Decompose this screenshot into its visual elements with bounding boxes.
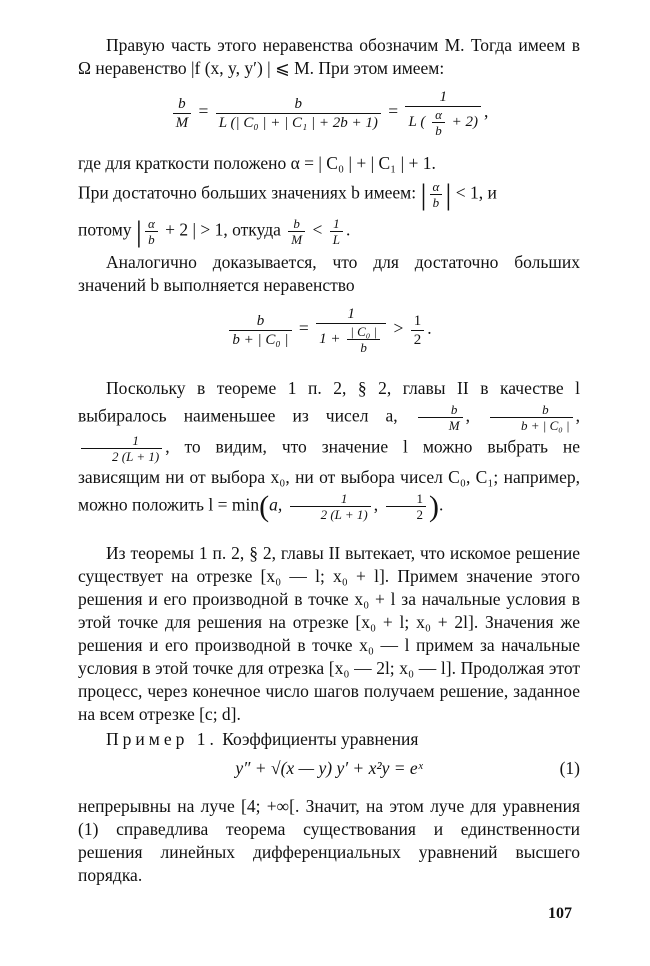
paragraph-1: Правую часть этого неравенства обозначим M. Тогда имеем в Ω неравенство |f (x, y, y′) | ⩽ M. При этом имеем: — [78, 35, 580, 78]
equation-1-body: y″ + √(x — y) y′ + x²y = eˣ — [235, 758, 423, 778]
paragraph-7: Из теоремы 1 п. 2, § 2, главы II вытекает, что искомое решение существует на отрезке [x₀ — l; x₀ + l]. Примем значение этого решения и его производной в точке x₀ + l за начальные условия в этой точке для решения на отрезке [x₀ + l; x₀ + 2l]. Значения же решения и его производной в точке x₀ — l примем за начальные условия в этой точке для отрезка [x₀ — 2l; x₀ — l]. Продолжая этот процесс, через конечное число шагов получаем решение, заданное на всем отрезке [c; d]. — [78, 543, 580, 724]
formula-1-mid: $\frac{b}{\text{L (| C₀ | + | C₁ | + 2b + 1)}}$ — [216, 95, 381, 132]
paragraph-4: потому | $\frac{\alpha}{b}$ + 2 | > 1, откуда $\frac{b}{M}$ < $\frac{1}{L}$ . — [78, 215, 351, 248]
page-body — [78, 34, 580, 887]
example-label: Пример 1. — [106, 729, 218, 749]
equation-1 — [78, 751, 580, 785]
formula-1-rhs: 1 L ( $\frac{\alpha}{b}$ + 2) — [405, 88, 481, 138]
equation-1-number: (1) — [559, 758, 580, 778]
example-1 — [78, 728, 580, 751]
example-text: Коэффициенты уравнения — [222, 729, 419, 749]
formula-1-lhs: $\frac{b}{M}$ — [173, 95, 192, 132]
paragraph-8: непрерывны на луче [4; +∞[. Значит, на этом луче для уравнения (1) справедлива теорема существования и единственности решения линейных дифференциальных уравнений высшего порядка. — [78, 796, 580, 885]
paragraph-6: Поскольку в теореме 1 п. 2, § 2, главы II в качестве l выбиралось наименьшее из чисел a, $\frac{b}{M}$ , $\frac{b}{\text{b + | C₀ |}}$ , $\frac{1}{2 (L + 1)}$ , то видим, что значение l можно выбрать не зависящим ни от выбора x₀, ни от выбора чисел C₀, C₁; например, можно положить l = min(a, $\frac{1}{2 (L + 1)}$ , $\frac{1}{2}$ ). — [78, 378, 580, 523]
page-number: 107 — [548, 905, 572, 922]
paragraph-2: где для краткости положено α = | C₀ | + | C₁ | + 1. — [78, 153, 436, 173]
paragraph-5: Аналогично доказывается, что для достаточно больших значений b выполняется неравенство — [78, 252, 580, 295]
formula-1: $\frac{b}{M}$ = $\frac{b}{\text{L (| C₀ | + | C₁ | + 2b + 1)}}$ = 1 L ( $\frac{\alpha}{b}$ + 2) , — [78, 88, 580, 138]
formula-2: $\frac{b}{\text{b + | C₀ |}}$ = 1 1 + $\frac{\text{| C₀ |}}{b}$ > $\frac{1}{2}$ . — [78, 305, 580, 355]
paragraph-3: При достаточно больших значениях b имеем: | $\frac{\alpha}{b}$ | < 1, и — [78, 178, 497, 211]
